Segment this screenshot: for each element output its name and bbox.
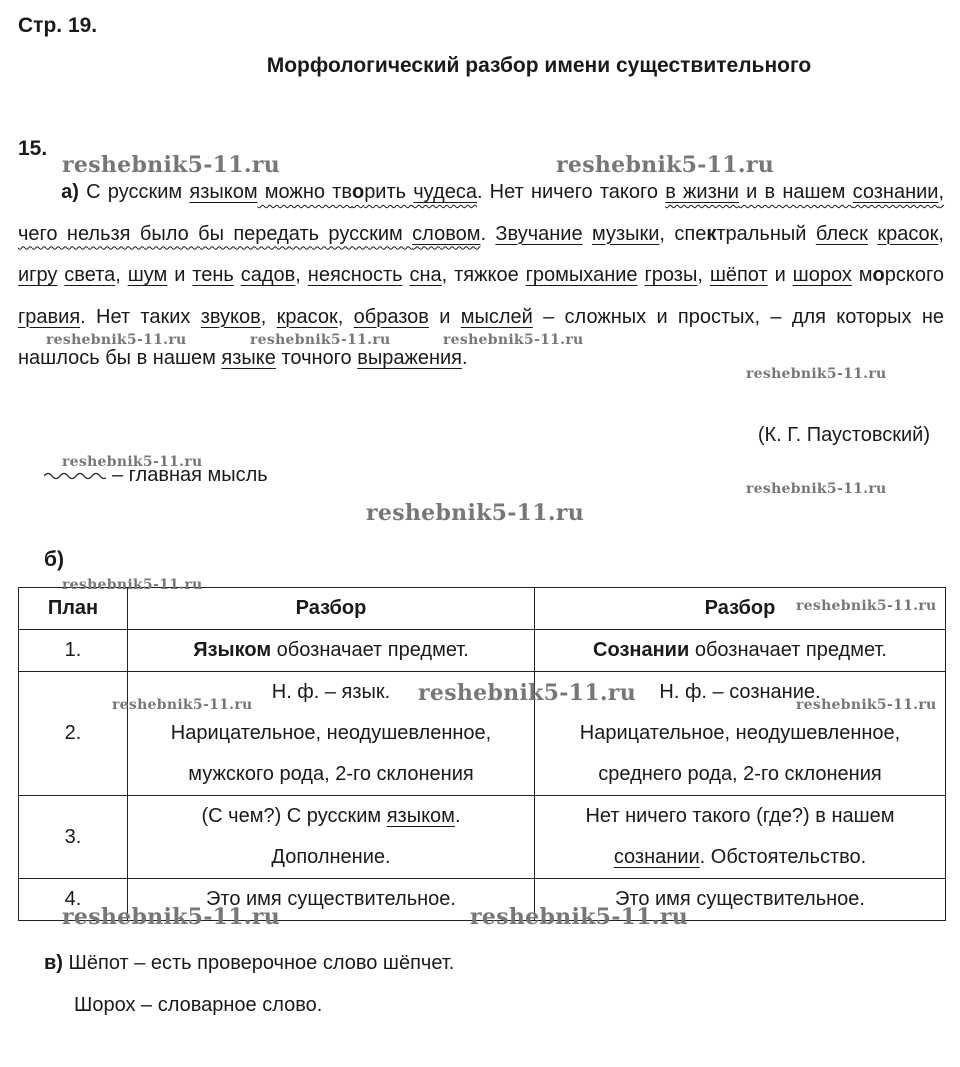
main-thought-2: в жизни и в нашем сознании, чего нельзя было бы передать русским словом <box>18 181 945 245</box>
row-number: 2. <box>19 672 128 796</box>
word-muzyki: музыки <box>591 222 660 245</box>
word-yazyke: языке <box>221 347 276 369</box>
table-row <box>19 630 946 672</box>
watermark: reshebnik5-11.ru <box>250 332 391 348</box>
table-row <box>19 879 946 921</box>
cell-b: Это имя существительное. <box>535 879 946 921</box>
header-plan: План <box>19 588 128 630</box>
table-header-row <box>19 588 946 630</box>
cell-a: Языком обозначает предмет. <box>128 630 535 672</box>
part-b-label: б) <box>44 548 64 571</box>
text-seg: С русским <box>86 181 190 203</box>
word-obrazov: образов <box>353 305 429 328</box>
word-vyrazhenia: выражения <box>357 347 463 369</box>
word-ten: тень <box>192 264 234 286</box>
watermark: reshebnik5-11.ru <box>62 152 281 178</box>
cell-b: Сознании обозначает предмет. <box>535 630 946 672</box>
watermark: reshebnik5-11.ru <box>418 680 637 706</box>
watermark: reshebnik5-11.ru <box>796 598 937 614</box>
parse-table <box>18 587 946 921</box>
word-sveta: света <box>64 264 116 286</box>
word-krasok: красок <box>877 222 939 245</box>
watermark: reshebnik5-11.ru <box>470 904 689 930</box>
part-v-line1: в) Шёпот – есть проверочное слово шёпчет. <box>44 952 455 974</box>
watermark: reshebnik5-11.ru <box>46 332 187 348</box>
word-yazykom: языком <box>189 181 258 203</box>
part-a-label: а) <box>61 181 79 203</box>
table-row <box>19 672 946 796</box>
word-gromyhanie: громыхание <box>525 264 638 286</box>
word-shoroh: шорох <box>792 264 852 286</box>
header-parse-b: Разбор <box>535 588 946 630</box>
watermark: reshebnik5-11.ru <box>62 904 281 930</box>
word-grozy: грозы <box>644 264 698 286</box>
part-v-line2: Шорох – словарное слово. <box>74 994 323 1016</box>
legend <box>44 464 268 487</box>
exercise-text: а) С русским языком можно творить чудеса. Нет ничего такого в жизни и в нашем сознании, чего нельзя было бы передать русским словом. Звучание музыки, спектральный блеск красок, игру света, шум и тень садов, неясность сна, тяжкое громыхание грозы, шёпот и шорох морского гравия. Нет таких звуков, красок, образов и мыслей – сложных и простых, – для которых не нашлось бы в нашем языке точного выражения. <box>18 181 945 369</box>
cell-b: Нет ничего такого (где?) в нашем сознании. Обстоятельство. <box>535 796 946 879</box>
watermark: reshebnik5-11.ru <box>746 366 887 382</box>
header-parse-a: Разбор <box>128 588 535 630</box>
watermark: reshebnik5-11.ru <box>366 500 585 526</box>
cell-a: Н. ф. – язык. Нарицательное, неодушевленное, мужского рода, 2-го склонения <box>128 672 535 796</box>
word-igru: игру <box>18 264 58 286</box>
word-chudesa: чудеса <box>413 181 477 203</box>
word-sadov: садов <box>240 264 296 286</box>
watermark: reshebnik5-11.ru <box>443 332 584 348</box>
watermark: reshebnik5-11.ru <box>796 697 937 713</box>
watermark: reshebnik5-11.ru <box>62 577 203 593</box>
row-number: 1. <box>19 630 128 672</box>
main-thought-1: можно творить чудеса <box>257 181 477 203</box>
table-row <box>19 796 946 879</box>
word-soznanii: сознании <box>852 181 939 203</box>
word-shum: шум <box>127 264 168 286</box>
word-neyasnost: неясность <box>307 264 403 286</box>
word-sna: сна <box>409 264 442 286</box>
word-zvukov: звуков <box>200 305 261 328</box>
cell-a: Это имя существительное. <box>128 879 535 921</box>
watermark: reshebnik5-11.ru <box>556 152 775 178</box>
exercise-number: 15. <box>18 137 48 160</box>
cell-a: (С чем?) С русским языком. Дополнение. <box>128 796 535 879</box>
word-v-zhizni: в жизни <box>665 181 739 203</box>
word-slovom: словом <box>412 222 481 245</box>
page-title: Морфологический разбор имени существительного <box>266 54 812 77</box>
page-label: Стр. 19. <box>18 14 98 37</box>
watermark: reshebnik5-11.ru <box>112 697 253 713</box>
author: (К. Г. Паустовский) <box>757 424 930 446</box>
word-blesk: блеск <box>815 222 868 245</box>
row-number: 3. <box>19 796 128 879</box>
word-krasok-2: красок <box>276 305 338 328</box>
word-shepot: шёпот <box>709 264 768 286</box>
legend-text: – главная мысль <box>112 464 268 486</box>
cell-b: Н. ф. – сознание. Нарицательное, неодушевленное, среднего рода, 2-го склонения <box>535 672 946 796</box>
watermark: reshebnik5-11.ru <box>62 454 203 470</box>
word-zvuchanie: Звучание <box>495 222 583 245</box>
watermark: reshebnik5-11.ru <box>746 481 887 497</box>
wavy-line-icon <box>44 471 106 481</box>
row-number: 4. <box>19 879 128 921</box>
word-gravia: гравия <box>18 305 81 328</box>
word-mysley: мыслей <box>460 305 533 328</box>
